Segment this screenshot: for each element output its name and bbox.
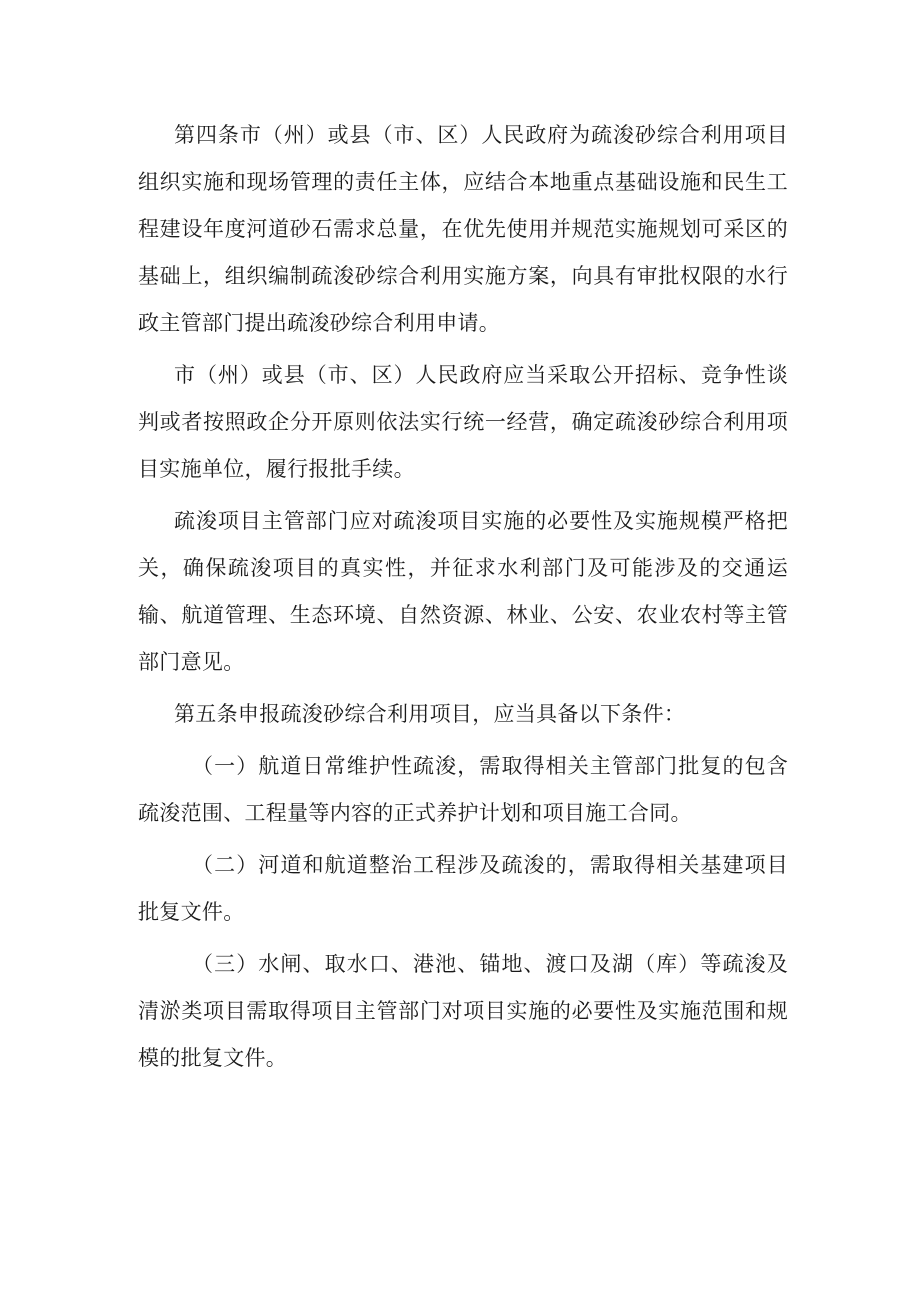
paragraph-condition-2: （二）河道和航道整治工程涉及疏浚的，需取得相关基建项目批复文件。	[138, 853, 788, 924]
paragraph-condition-1: （一）航道日常维护性疏浚，需取得相关主管部门批复的包含疏浚范围、工程量等内容的正式养护计划和项目施工合同。	[138, 754, 788, 825]
paragraph-article-4: 第四条市（州）或县（市、区）人民政府为疏浚砂综合利用项目组织实施和现场管理的责任主体，应结合本地重点基础设施和民生工程建设年度河道砂石需求总量，在优先使用并规范实施规划可采区的基础上，组织编制疏浚砂综合利用实施方案，向具有审批权限的水行政主管部门提出疏浚砂综合利用申请。	[138, 123, 788, 335]
paragraph-condition-3: （三）水闸、取水口、港池、锚地、渡口及湖（库）等疏浚及清淤类项目需取得项目主管部门对项目实施的必要性及实施范围和规模的批复文件。	[138, 952, 788, 1070]
paragraph-article-5: 第五条申报疏浚砂综合利用项目，应当具备以下条件：	[174, 702, 686, 726]
paragraph-government-operation: 市（州）或县（市、区）人民政府应当采取公开招标、竞争性谈判或者按照政企分开原则依法实行统一经营，确定疏浚砂综合利用项目实施单位，履行报批手续。	[138, 363, 788, 481]
paragraph-dredging-authority: 疏浚项目主管部门应对疏浚项目实施的必要性及实施规模严格把关，确保疏浚项目的真实性，并征求水利部门及可能涉及的交通运输、航道管理、生态环境、自然资源、林业、公安、农业农村等主管部门意见。	[138, 509, 788, 674]
document-body	[138, 112, 788, 1082]
